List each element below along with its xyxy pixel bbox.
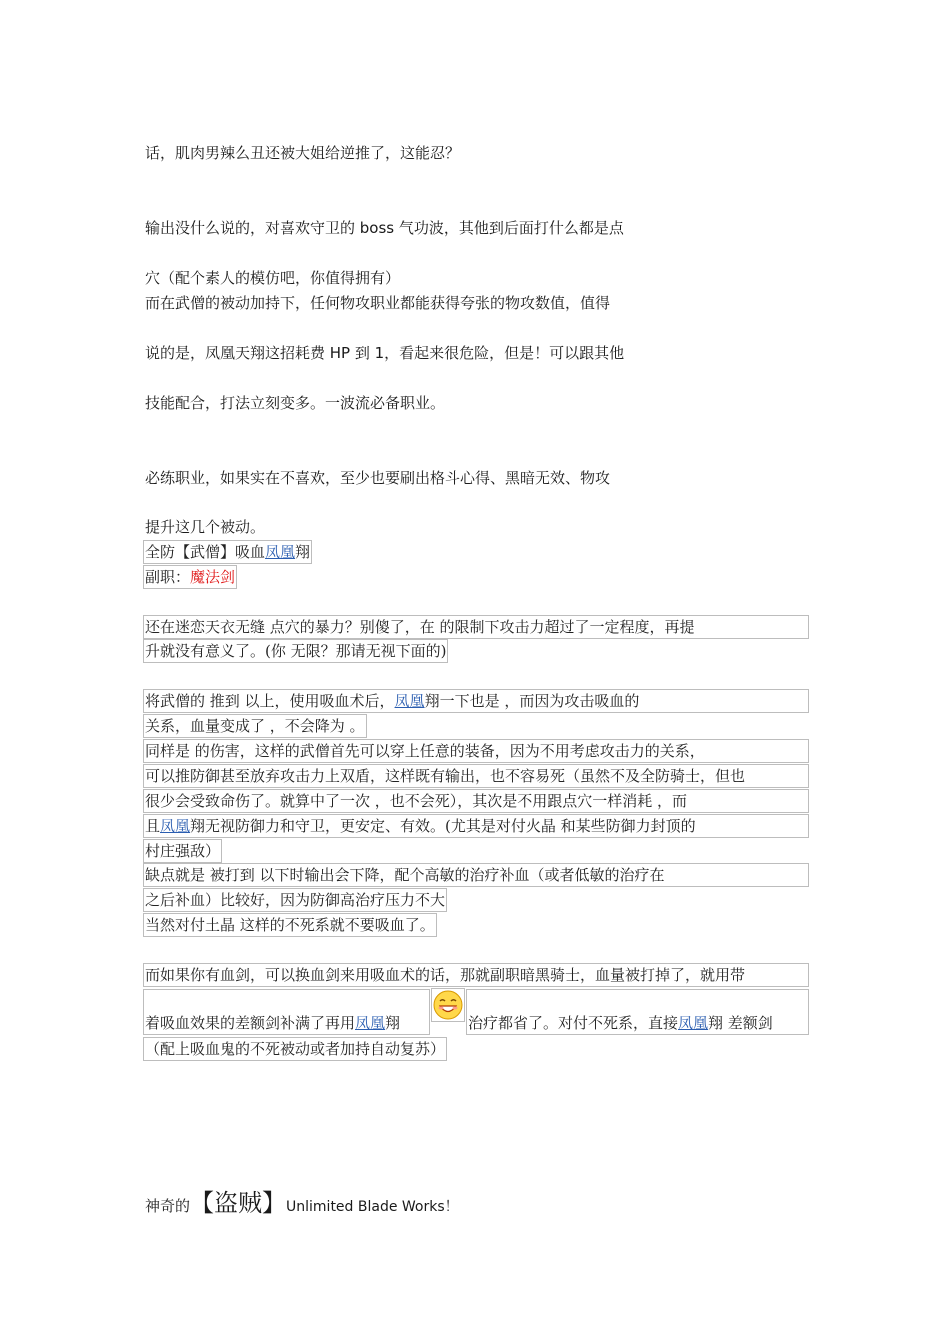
note-text: 且 bbox=[145, 817, 161, 835]
build-title-prefix: 全防【武僧】吸血 bbox=[145, 543, 266, 561]
phoenix-link[interactable]: 凤凰 bbox=[355, 1014, 386, 1032]
paragraph-line: 输出没什么说的，对喜欢守卫的 boss 气功波，其他到后面打什么都是点 bbox=[145, 219, 624, 237]
note-line bbox=[143, 689, 809, 713]
sub-job-value: 魔法剑 bbox=[190, 568, 236, 586]
note-text: 治疗都省了。对付不死系，直接 bbox=[468, 1014, 679, 1032]
note-text: 翔 差额剑 bbox=[708, 1014, 773, 1032]
note-text: 翔 bbox=[385, 1014, 401, 1032]
note-line: 之后补血）比较好，因为防御高治疗压力不大 bbox=[143, 888, 447, 912]
note-line: （配上吸血鬼的不死被动或者加持自动复苏） bbox=[143, 1037, 447, 1061]
paragraph-line: 必练职业，如果实在不喜欢，至少也要刷出格斗心得、黑暗无效、物攻 bbox=[145, 469, 611, 487]
heading-prefix: 神奇的 bbox=[145, 1197, 191, 1215]
note-line bbox=[143, 814, 809, 838]
note-text: 将武僧的 推到 以上，使用吸血术后， bbox=[145, 692, 395, 710]
note-line bbox=[143, 989, 430, 1035]
note-line: 很少会受致命伤了。就算中了一次 ，也不会死），其次是不用跟点穴一样消耗 ，而 bbox=[143, 789, 809, 813]
paragraph-line: 技能配合，打法立刻变多。一波流必备职业。 bbox=[145, 394, 446, 412]
phoenix-link[interactable]: 凤凰 bbox=[160, 817, 191, 835]
build-title-suffix: 翔 bbox=[295, 543, 311, 561]
heading-title: 【盗贼】 bbox=[190, 1189, 287, 1217]
grinning-face-icon bbox=[431, 988, 465, 1022]
section-heading bbox=[145, 1186, 459, 1224]
note-text: 翔无视防御力和守卫，更安定、有效。(尤其是对付火晶 和某些防御力封顶的 bbox=[190, 817, 696, 835]
sub-job bbox=[143, 565, 237, 589]
note-line: 关系，血量变成了 ，不会降为 。 bbox=[143, 714, 367, 738]
note-text: 着吸血效果的差额剑补满了再用 bbox=[145, 1014, 356, 1032]
heading-suffix: Unlimited Blade Works！ bbox=[286, 1199, 459, 1215]
note-line: 同样是 的伤害，这样的武僧首先可以穿上任意的装备，因为不用考虑攻击力的关系， bbox=[143, 739, 809, 763]
paragraph-line: 话，肌肉男辣么丑还被大姐给逆推了，这能忍？ bbox=[145, 144, 461, 162]
note-text: 翔一下也是 ，而因为攻击吸血的 bbox=[424, 692, 640, 710]
note-line: 可以推防御甚至放弃攻击力上双盾，这样既有输出，也不容易死（虽然不及全防骑士，但也 bbox=[143, 764, 809, 788]
build-title bbox=[143, 540, 312, 564]
note-line: 升就没有意义了。(你 无限？那请无视下面的) bbox=[143, 639, 448, 663]
paragraph-line: 说的是，凤凰天翔这招耗费 HP 到 1，看起来很危险，但是！可以跟其他 bbox=[145, 344, 625, 362]
paragraph-line: 穴（配个素人的模仿吧，你值得拥有） bbox=[145, 269, 401, 287]
phoenix-link[interactable]: 凤凰 bbox=[265, 543, 296, 561]
note-line bbox=[466, 989, 809, 1035]
phoenix-link[interactable]: 凤凰 bbox=[394, 692, 425, 710]
sub-job-label: 副职： bbox=[145, 568, 191, 586]
note-line: 当然对付土晶 这样的不死系就不要吸血了。 bbox=[143, 913, 437, 937]
phoenix-link[interactable]: 凤凰 bbox=[678, 1014, 709, 1032]
paragraph-line: 提升这几个被动。 bbox=[145, 518, 266, 536]
note-line: 还在迷恋天衣无缝 点穴的暴力？别傻了，在 的限制下攻击力超过了一定程度，再提 bbox=[143, 615, 809, 639]
note-line: 村庄强敌） bbox=[143, 839, 222, 863]
note-line: 而如果你有血剑，可以换血剑来用吸血术的话，那就副职暗黑骑士，血量被打掉了，就用带 bbox=[143, 963, 809, 987]
note-line: 缺点就是 被打到 以下时输出会下降，配个高敏的治疗补血（或者低敏的治疗在 bbox=[143, 863, 809, 887]
paragraph-line: 而在武僧的被动加持下，任何物攻职业都能获得夸张的物攻数值，值得 bbox=[145, 294, 611, 312]
